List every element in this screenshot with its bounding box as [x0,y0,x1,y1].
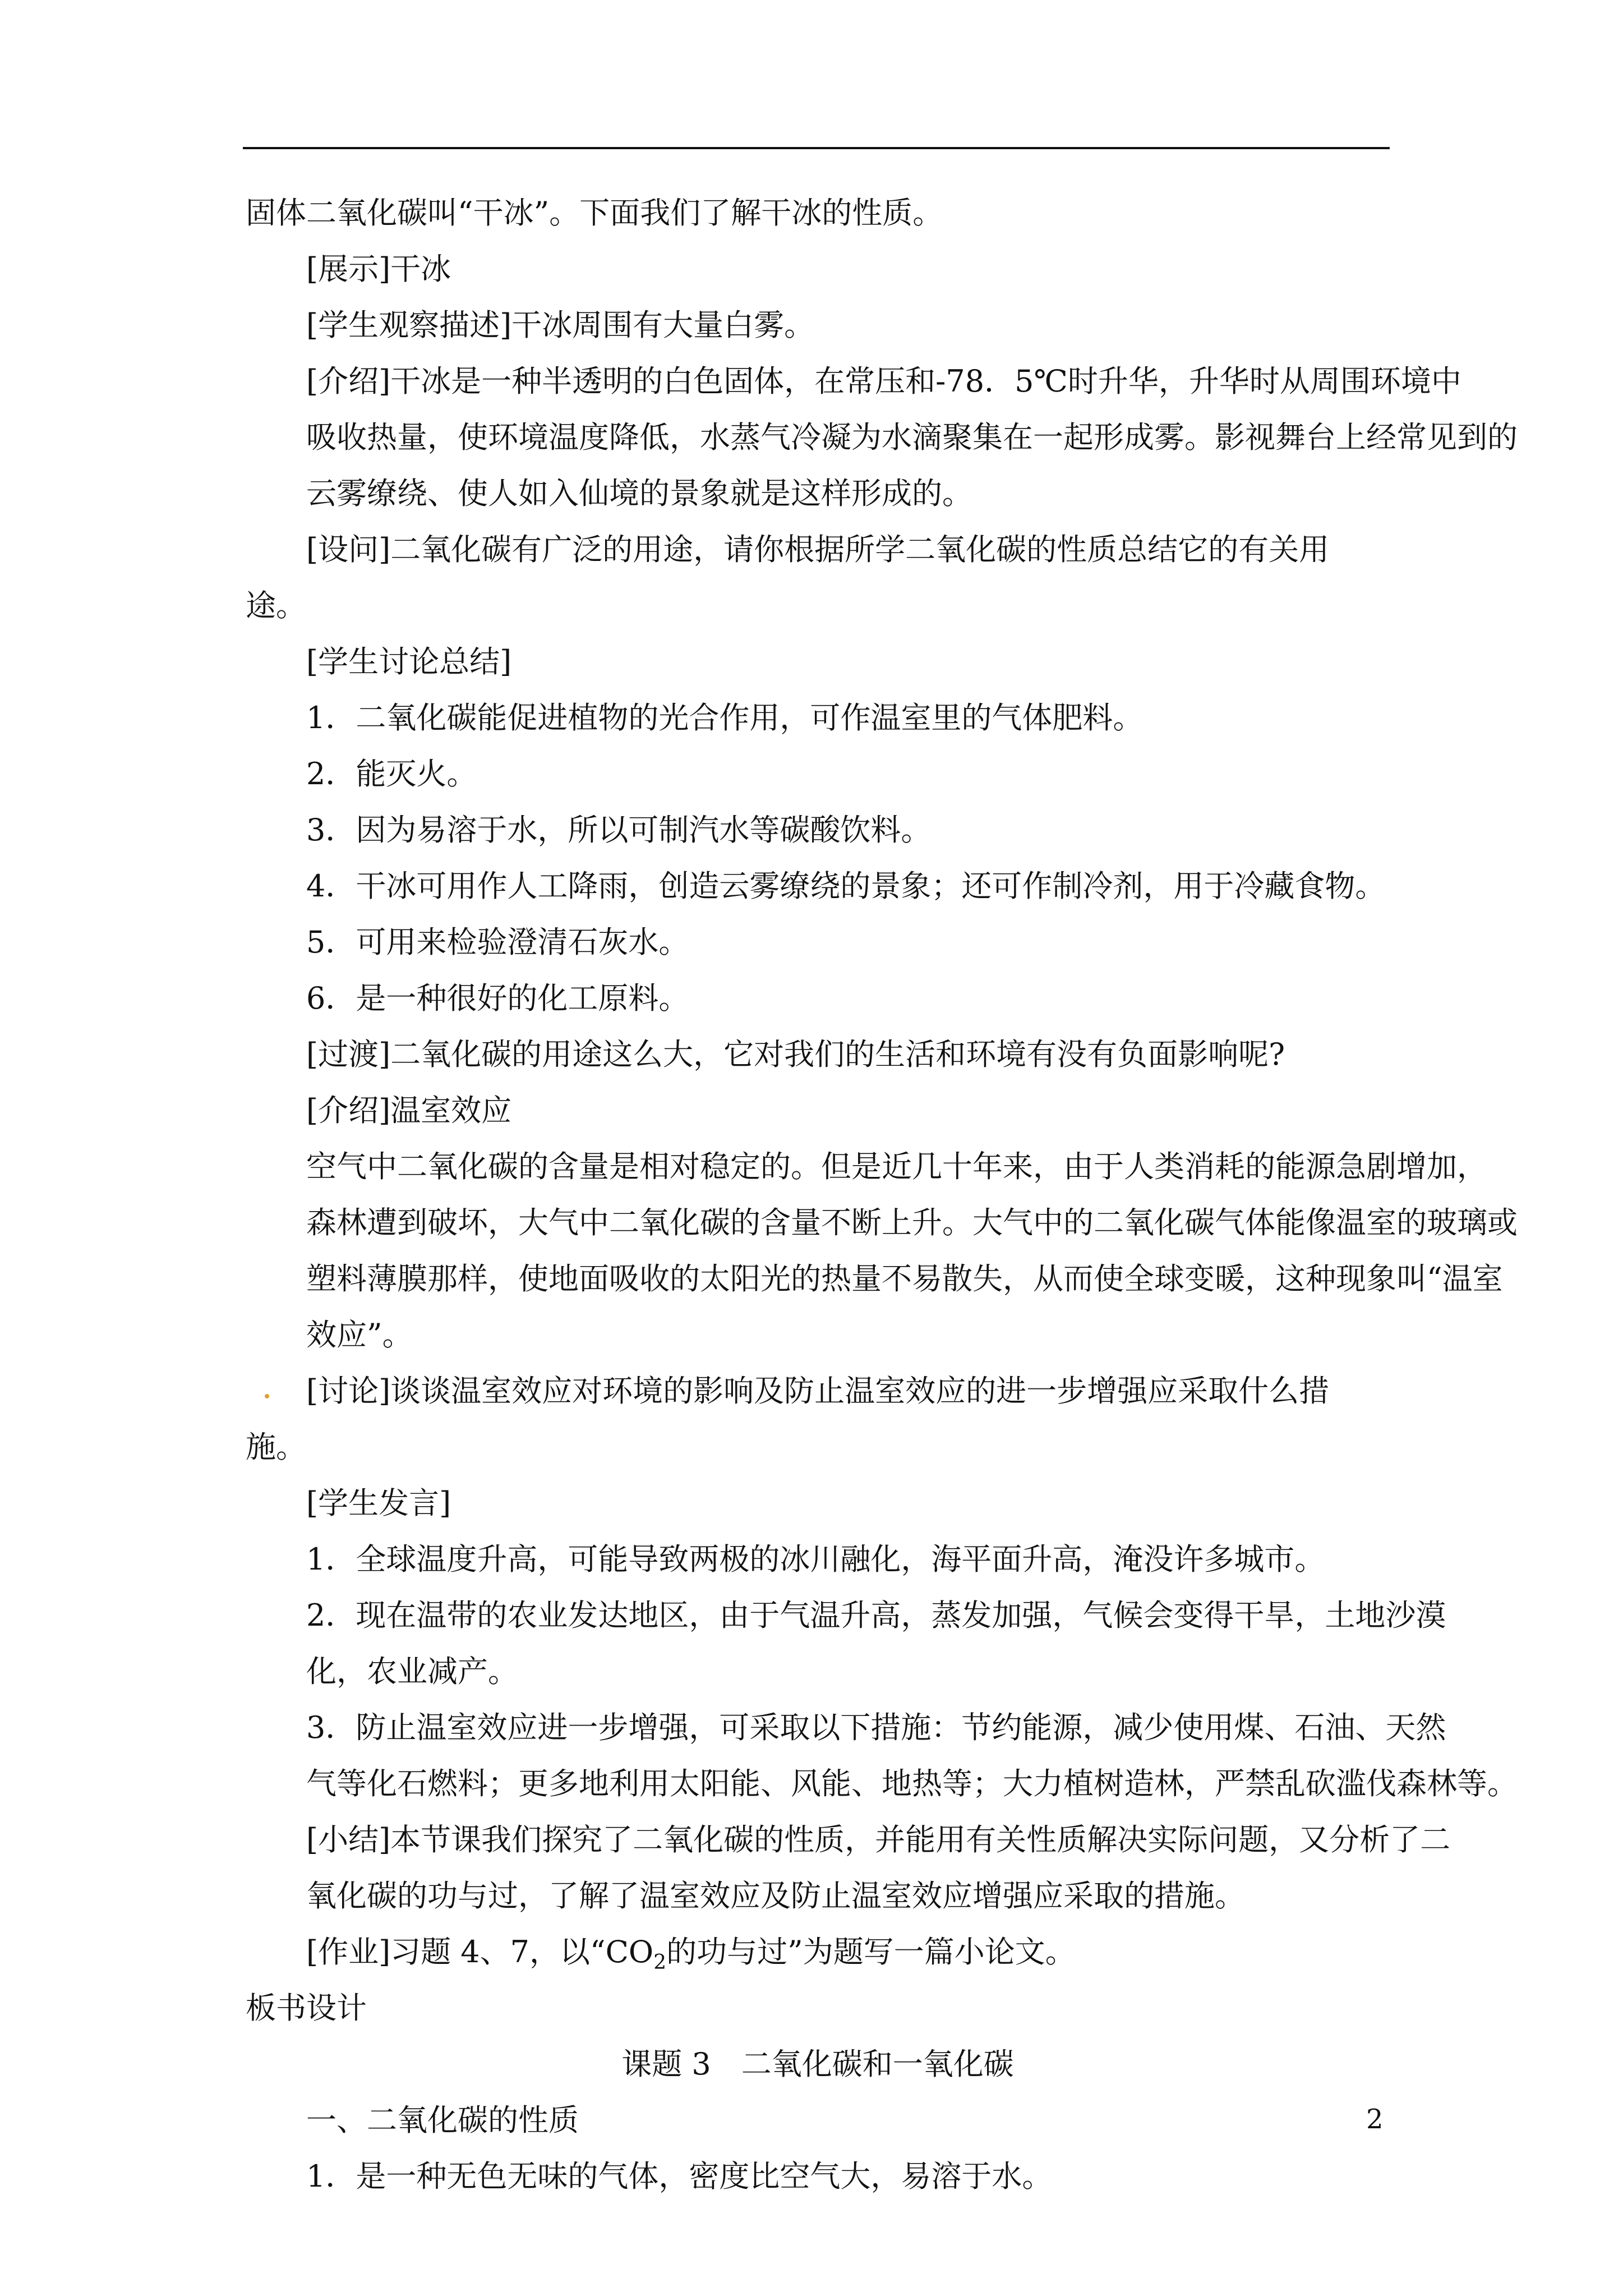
paragraph: 6．是一种很好的化工原料。 [306,981,689,1016]
stray-mark [265,1394,269,1398]
paragraph-line: 2．现在温带的农业发达地区，由于气温升高，蒸发加强，气候会变得干旱，土地沙漠 [306,1598,1446,1633]
paragraph: 2．能灭火。 [306,756,477,792]
paragraph: 5．可用来检验澄清石灰水。 [306,924,689,960]
page-number: 2 [1366,2104,1384,2135]
board-title: 课题 3 二氧化碳和一氧化碳 [621,2046,1014,2082]
paragraph-line: 3．防止温室效应进一步增强，可采取以下措施：节约能源，减少使用煤、石油、天然 [306,1710,1446,1745]
paragraph-line: [小结]本节课我们探究了二氧化碳的性质，并能用有关性质解决实际问题，又分析了二 [306,1822,1451,1857]
paragraph-line: 空气中二氧化碳的含量是相对稳定的。但是近几十年来，由于人类消耗的能源急剧增加， [306,1149,1487,1184]
paragraph: [讨论]谈谈温室效应对环境的影响及防止温室效应的进一步增强应采取什么措施。 [246,1373,1330,1465]
paragraph-line: 吸收热量，使环境温度降低，水蒸气冷凝为水滴聚集在一起形成雾。影视舞台上经常见到的 [306,420,1518,455]
paragraph: [展示]干冰 [306,251,451,287]
paragraph: 1．二氧化碳能促进植物的光合作用，可作温室里的气体肥料。 [306,700,1144,735]
paragraph: [设问]二氧化碳有广泛的用途，请你根据所学二氧化碳的性质总结它的有关用途。 [246,532,1330,623]
paragraph: [学生观察描述]干冰周围有大量白雾。 [306,307,815,343]
paragraph-line: 塑料薄膜那样，使地面吸收的太阳光的热量不易散失，从而使全球变暖，这种现象叫“温室 [306,1261,1503,1296]
paragraph: [介绍]温室效应 [306,1093,512,1128]
paragraph: [学生讨论总结] [306,644,512,679]
paragraph [246,1588,1446,1700]
paragraph-line: 森林遭到破坏，大气中二氧化碳的含量不断上升。大气中的二氧化碳气体能像温室的玻璃或 [306,1205,1518,1240]
paragraph: 1．全球温度升高，可能导致两极的冰川融化，海平面升高，淹没许多城市。 [306,1542,1325,1577]
paragraph: [过渡]二氧化碳的用途这么大，它对我们的生活和环境有没有负面影响呢? [306,1037,1285,1072]
board-heading: 板书设计 [246,1990,367,2026]
paragraph-line: 效应”。 [306,1317,413,1352]
subscript-2: 2 [653,1950,667,1974]
paragraph [246,1812,1451,1924]
paragraph [246,353,1518,522]
paragraph: 固体二氧化碳叫“干冰”。下面我们了解干冰的性质。 [246,195,943,231]
paragraph: 3．因为易溶于水，所以可制汽水等碳酸饮料。 [306,812,932,848]
paragraph-line: 化，农业减产。 [306,1654,518,1689]
paragraph-line: 云雾缭绕、使人如入仙境的景象就是这样形成的。 [306,476,972,511]
paragraph-line: 氧化碳的功与过，了解了温室效应及防止温室效应增强应采取的措施。 [306,1878,1245,1913]
paragraph: 4．干冰可用作人工降雨，创造云雾缭绕的景象；还可作制冷剂，用于冷藏食物。 [306,868,1386,904]
paragraph [246,1700,1518,1812]
board-item: 1．是一种无色无味的气体，密度比空气大，易溶于水。 [306,2159,1053,2194]
board-section: 一、二氧化碳的性质 [306,2102,579,2138]
paragraph-line: [介绍]干冰是一种半透明的白色固体，在常压和-78．5℃时升华，升华时从周围环境中 [306,364,1461,399]
homework-paragraph: [作业]习题 4、7，以“$CO_2$的功与过”为题写一篇小论文。 [306,1934,1076,1974]
paragraph [246,1139,1518,1363]
paragraph-line: 气等化石燃料；更多地利用太阳能、风能、地热等；大力植树造林，严禁乱砍滥伐森林等。 [306,1766,1518,1801]
page-body [246,185,1518,2205]
paragraph-list [246,185,1518,1924]
header-rule [243,147,1390,149]
paragraph: [学生发言] [306,1485,451,1521]
